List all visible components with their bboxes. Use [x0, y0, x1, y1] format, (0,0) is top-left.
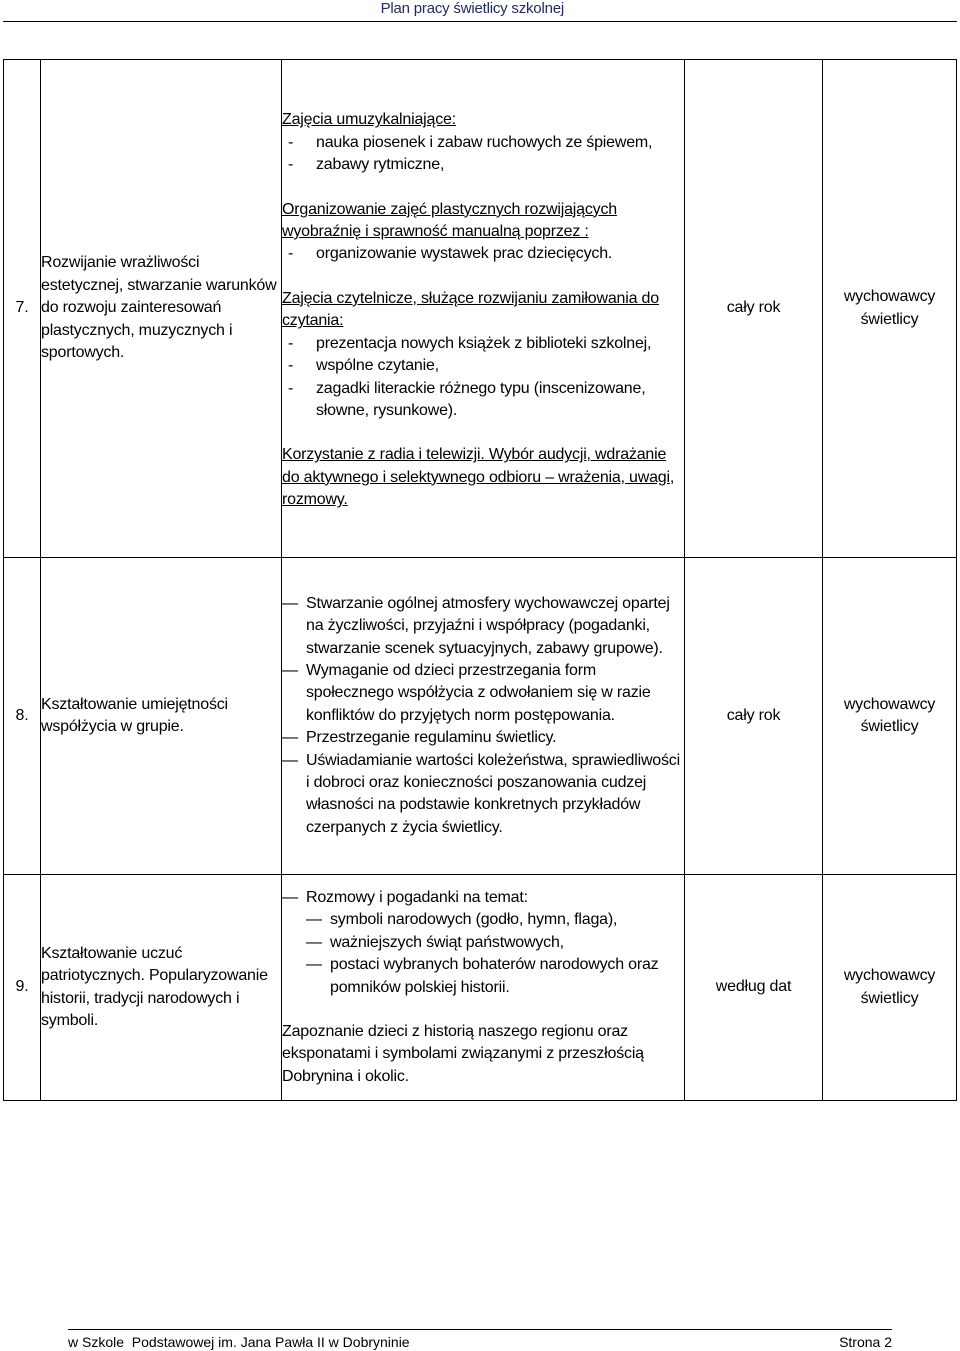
task-block-art [282, 199, 684, 266]
task-block-title: Zajęcia czytelnicze, służące rozwijaniu zamiłowania do czytania: [282, 289, 659, 330]
footer-page-number: Strona 2 [839, 1334, 892, 1350]
table-row-8 [4, 558, 957, 875]
list-item: - nauka piosenek i zabaw ruchowych ze śpiewem, [316, 132, 684, 154]
task-lead: Rozmowy i pogadanki na temat: [306, 888, 528, 906]
list-item: - wspólne czytanie, [316, 355, 684, 377]
row-number: 8. [4, 558, 41, 875]
task-sublist [306, 909, 684, 999]
list-item [306, 887, 684, 999]
list-item: - organizowanie wystawek prac dziecięcych. [316, 243, 684, 265]
header-rule [3, 21, 957, 22]
row-tasks [282, 875, 685, 1101]
task-list [282, 132, 684, 177]
list-item: — Przestrzeganie regulaminu świetlicy. [306, 727, 684, 749]
list-item: — symboli narodowych (godło, hymn, flaga), [330, 909, 684, 931]
page-header-title: Plan pracy świetlicy szkolnej [380, 0, 564, 17]
list-item: - zagadki literackie różnego typu (inscenizowane, słowne, rysunkowe). [316, 378, 684, 423]
footer-school: w Szkole Podstawowej im. Jana Pawła II w Dobryninie [68, 1334, 410, 1350]
row-number: 7. [4, 60, 41, 558]
row-term: cały rok [685, 558, 823, 875]
row-responsible: wychowawcy świetlicy [823, 875, 957, 1101]
row-objective: Kształtowanie umiejętności współżycia w grupie. [41, 558, 282, 875]
task-list [282, 243, 684, 265]
table-row-7 [4, 60, 957, 558]
task-list [282, 593, 684, 839]
task-block-reading [282, 288, 684, 422]
table-row-9 [4, 875, 957, 1101]
page-footer [68, 1329, 892, 1351]
task-block-media: Korzystanie z radia i telewizji. Wybór audycji, wdrażanie do aktywnego i selektywnego odbioru – wrażenia, uwagi, rozmowy. [282, 446, 675, 509]
task-block-title: Organizowanie zajęć plastycznych rozwijających wyobraźnię i sprawność manualną poprzez : [282, 200, 617, 241]
row-tasks [282, 558, 685, 875]
list-item: — Wymaganie od dzieci przestrzegania form społecznego współżycia z odwołaniem się w razie konfliktów do przyjętych norm postępowania. [306, 660, 684, 727]
row-objective: Kształtowanie uczuć patriotycznych. Popularyzowanie historii, tradycji narodowych i symboli. [41, 875, 282, 1101]
task-block-music [282, 109, 684, 176]
list-item: — Uświadamianie wartości koleżeństwa, sprawiedliwości i dobroci oraz konieczności poszanowania cudzej własności na podstawie konkretnych przykładów czerpanych z życia świetlicy. [306, 750, 684, 840]
row-responsible: wychowawcy świetlicy [823, 60, 957, 558]
row-term: według dat [685, 875, 823, 1101]
task-list [282, 887, 684, 999]
list-item: — Stwarzanie ogólnej atmosfery wychowawczej opartej na życzliwości, przyjaźni i współpracy (pogadanki, stwarzanie scenek sytuacyjnych, zabawy grupowe). [306, 593, 684, 660]
task-block-title: Zajęcia umuzykalniające: [282, 111, 456, 129]
row-responsible: wychowawcy świetlicy [823, 558, 957, 875]
list-item: - zabawy rytmiczne, [316, 154, 684, 176]
task-list [282, 333, 684, 423]
list-item: - prezentacja nowych książek z biblioteki szkolnej, [316, 333, 684, 355]
list-item: — ważniejszych świąt państwowych, [330, 932, 684, 954]
row-tasks [282, 60, 685, 558]
task-text: Zapoznanie dzieci z historią naszego regionu oraz eksponatami i symbolami związanymi z przeszłością Dobrynina i okolic. [282, 1022, 644, 1085]
row-objective: Rozwijanie wrażliwości estetycznej, stwarzanie warunków do rozwoju zainteresowań plastycznych, muzycznych i sportowych. [41, 60, 282, 558]
plan-table [3, 59, 957, 1101]
list-item: — postaci wybranych bohaterów narodowych oraz pomników polskiej historii. [330, 954, 684, 999]
row-number: 9. [4, 875, 41, 1101]
row-term: cały rok [685, 60, 823, 558]
